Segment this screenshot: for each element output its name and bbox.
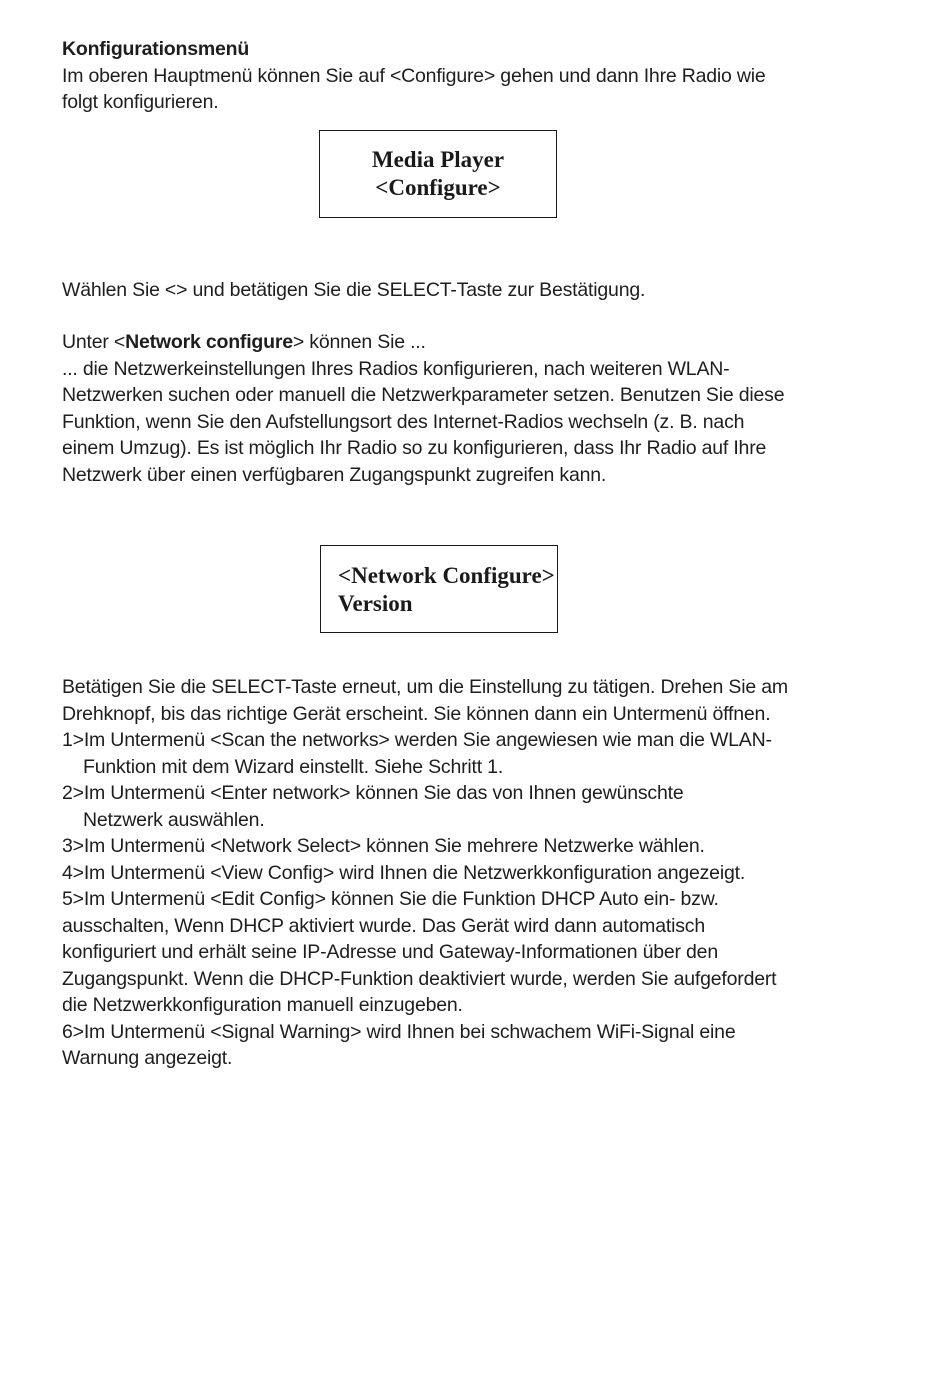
network-intro-suffix: > können Sie ... [292, 331, 426, 353]
select-paragraph: Wählen Sie <> und betätigen Sie die SELECT-Taste zur Bestätigung. [62, 279, 646, 301]
intro-line-2: folgt konfigurieren. [62, 91, 219, 113]
menu-display-configure [319, 130, 557, 218]
menu-display-2-line-2: Version [338, 591, 413, 616]
intro-block [62, 36, 892, 116]
menu-display-2-line-1: <Network Configure> [338, 563, 555, 588]
section-heading: Konfigurationsmenü [62, 38, 250, 60]
submenu-item-2-cont: Netzwerk auswählen. [83, 808, 265, 831]
menu-display-line-2: <Configure> [375, 175, 501, 200]
network-desc-line-5: Netzwerk über einen verfügbaren Zugangspunkt zugreifen kann. [62, 463, 607, 486]
submenu-item-1: 1>Im Untermenü <Scan the networks> werden Sie angewiesen wie man die WLAN- [62, 729, 772, 751]
network-desc-line-2: Netzwerken suchen oder manuell die Netzwerkparameter setzen. Benutzen Sie diese [62, 384, 785, 406]
network-desc-line-4: einem Umzug). Es ist möglich Ihr Radio so zu konfigurieren, dass Ihr Radio auf Ihre [62, 437, 767, 459]
instruction-line-2: Drehknopf, bis das richtige Gerät erscheint. Sie können dann ein Untermenü öffnen. [62, 702, 771, 725]
submenu-item-4: 4>Im Untermenü <View Config> wird Ihnen die Netzwerkkonfiguration angezeigt. [62, 861, 746, 884]
submenu-item-6-cont: Warnung angezeigt. [62, 1047, 233, 1069]
network-desc-line-3: Funktion, wenn Sie den Aufstellungsort des Internet-Radios wechseln (z. B. nach [62, 410, 745, 433]
network-configure-term: Network configure [125, 331, 293, 353]
network-intro-prefix: Unter < [62, 331, 126, 353]
submenu-item-5-cont-1: ausschalten, Wenn DHCP aktiviert wurde. Das Gerät wird dann automatisch [62, 914, 705, 937]
instructions-block [62, 674, 892, 1072]
instruction-line-1: Betätigen Sie die SELECT-Taste erneut, um die Einstellung zu tätigen. Drehen Sie am [62, 676, 788, 698]
submenu-item-5-cont-4: die Netzwerkkonfiguration manuell einzugeben. [62, 994, 463, 1016]
submenu-item-3: 3>Im Untermenü <Network Select> können Sie mehrere Netzwerke wählen. [62, 835, 705, 857]
submenu-item-2: 2>Im Untermenü <Enter network> können Sie das von Ihnen gewünschte [62, 782, 684, 804]
network-desc-line-1: ... die Netzwerkeinstellungen Ihres Radios konfigurieren, nach weiteren WLAN- [62, 357, 730, 380]
submenu-item-6: 6>Im Untermenü <Signal Warning> wird Ihnen bei schwachem WiFi-Signal eine [62, 1020, 736, 1043]
network-configure-paragraph [62, 329, 892, 488]
submenu-item-5-cont-2: konfiguriert und erhält seine IP-Adresse und Gateway-Informationen über den [62, 941, 718, 963]
network-intro-line [62, 329, 892, 356]
menu-display-line-1: Media Player [371, 147, 505, 172]
menu-display-network-configure [320, 545, 558, 633]
submenu-item-5-cont-3: Zugangspunkt. Wenn die DHCP-Funktion deaktiviert wurde, werden Sie aufgefordert [62, 967, 777, 990]
submenu-item-1-cont: Funktion mit dem Wizard einstellt. Siehe Schritt 1. [83, 755, 504, 778]
intro-line-1: Im oberen Hauptmenü können Sie auf <Configure> gehen und dann Ihre Radio wie [62, 64, 766, 87]
submenu-item-5: 5>Im Untermenü <Edit Config> können Sie die Funktion DHCP Auto ein- bzw. [62, 888, 719, 910]
